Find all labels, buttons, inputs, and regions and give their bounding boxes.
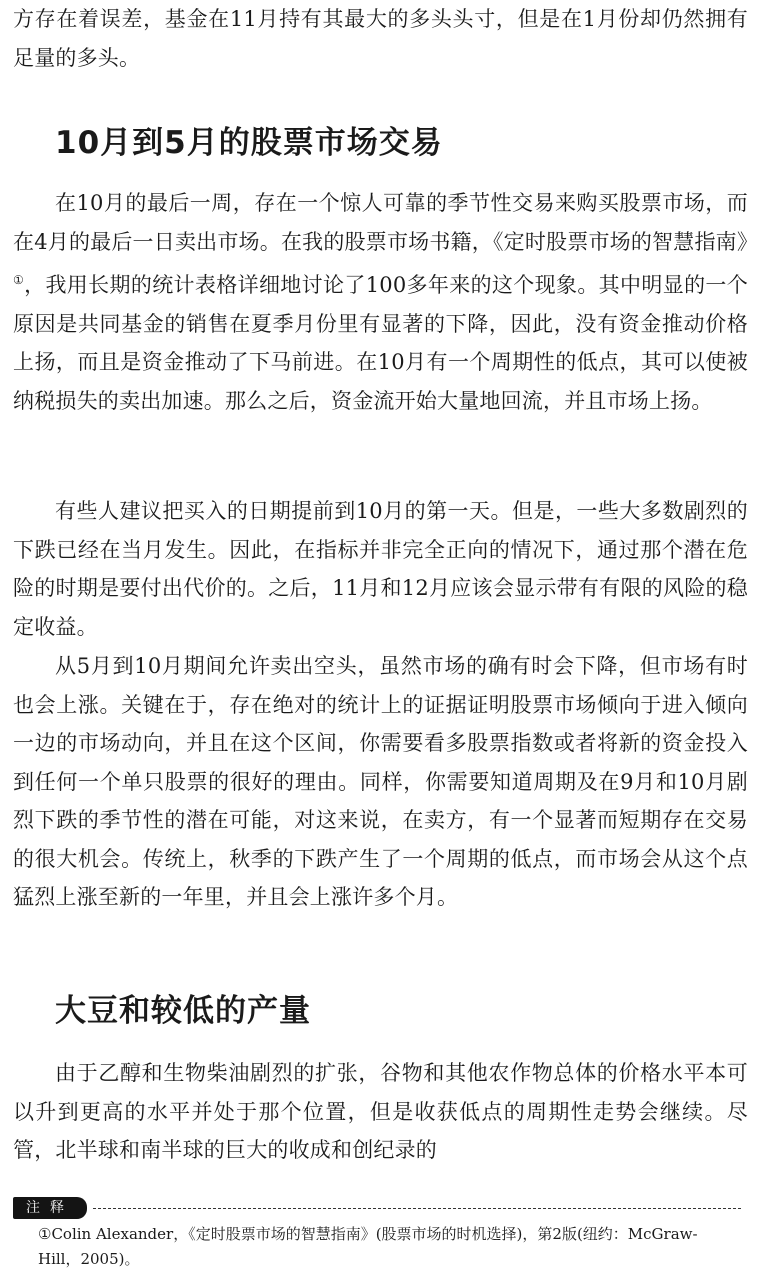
footnote-text: ①Colin Alexander，《定时股票市场的智慧指南》(股票市场的时机选择)，第2版(纽约：McGraw-Hill，2005)。 — [38, 1225, 698, 1268]
section-heading-soybeans: 大豆和较低的产量 — [55, 993, 311, 1029]
paragraph-text-after-ref: ，我用长期的统计表格详细地讨论了100多年来的这个现象。其中明显的一个原因是共同基金的销售在夏季月份里有显著的下降，因此，没有资金推动价格上扬，而且是资金推动了下马前进。在10月有一个周期性的低点，其可以使被纳税损失的卖出加速。那么之后，资金流开始大量地回流，并且市场上扬。 — [13, 273, 748, 413]
paragraph-seasonal-trade — [13, 184, 758, 420]
footnote-divider — [93, 1208, 741, 1209]
paragraph-short-selling: 从5月到10月期间允许卖出空头，虽然市场的确有时会下降，但市场有时也会上涨。关键在于，存在绝对的统计上的证据证明股票市场倾向于进入倾向一边的市场动向，并且在这个区间，你需要看多股票指数或者将新的资金投入到任何一个单只股票的很好的理由。同样，你需要知道周期及在9月和10月剧烈下跌的季节性的潜在可能，对这来说，在卖方，有一个显著而短期存在交易的很大机会。传统上，秋季的下跌产生了一个周期的低点，而市场会从这个点猛烈上涨至新的一年里，并且会上涨许多个月。 — [13, 654, 748, 909]
footnote-header — [13, 1197, 741, 1219]
paragraph-continuation: 方存在着误差，基金在11月持有其最大的多头头寸，但是在1月份却仍然拥有足量的多头。 — [13, 7, 748, 70]
paragraph-soybeans: 由于乙醇和生物柴油剧烈的扩张，谷物和其他农作物总体的价格水平本可以升到更高的水平并处于那个位置，但是收获低点的周期性走势会继续。尽管，北半球和南半球的巨大的收成和创纪录的 — [13, 1061, 748, 1162]
paragraph-text-before-ref: 在10月的最后一周，存在一个惊人可靠的季节性交易来购买股票市场，而在4月的最后一日卖出市场。在我的股票市场书籍，《定时股票市场的智慧指南》 — [13, 191, 758, 254]
footnote-label: 注释 — [13, 1197, 87, 1219]
footnote-reference: ① — [13, 273, 25, 287]
paragraph-early-entry: 有些人建议把买入的日期提前到10月的第一天。但是，一些大多数剧烈的下跌已经在当月发生。因此，在指标并非完全正向的情况下，通过那个潜在危险的时期是要付出代价的。之后，11月和12月应该会显示带有有限的风险的稳定收益。 — [13, 499, 748, 639]
section-heading-october-may: 10月到5月的股票市场交易 — [55, 125, 443, 161]
